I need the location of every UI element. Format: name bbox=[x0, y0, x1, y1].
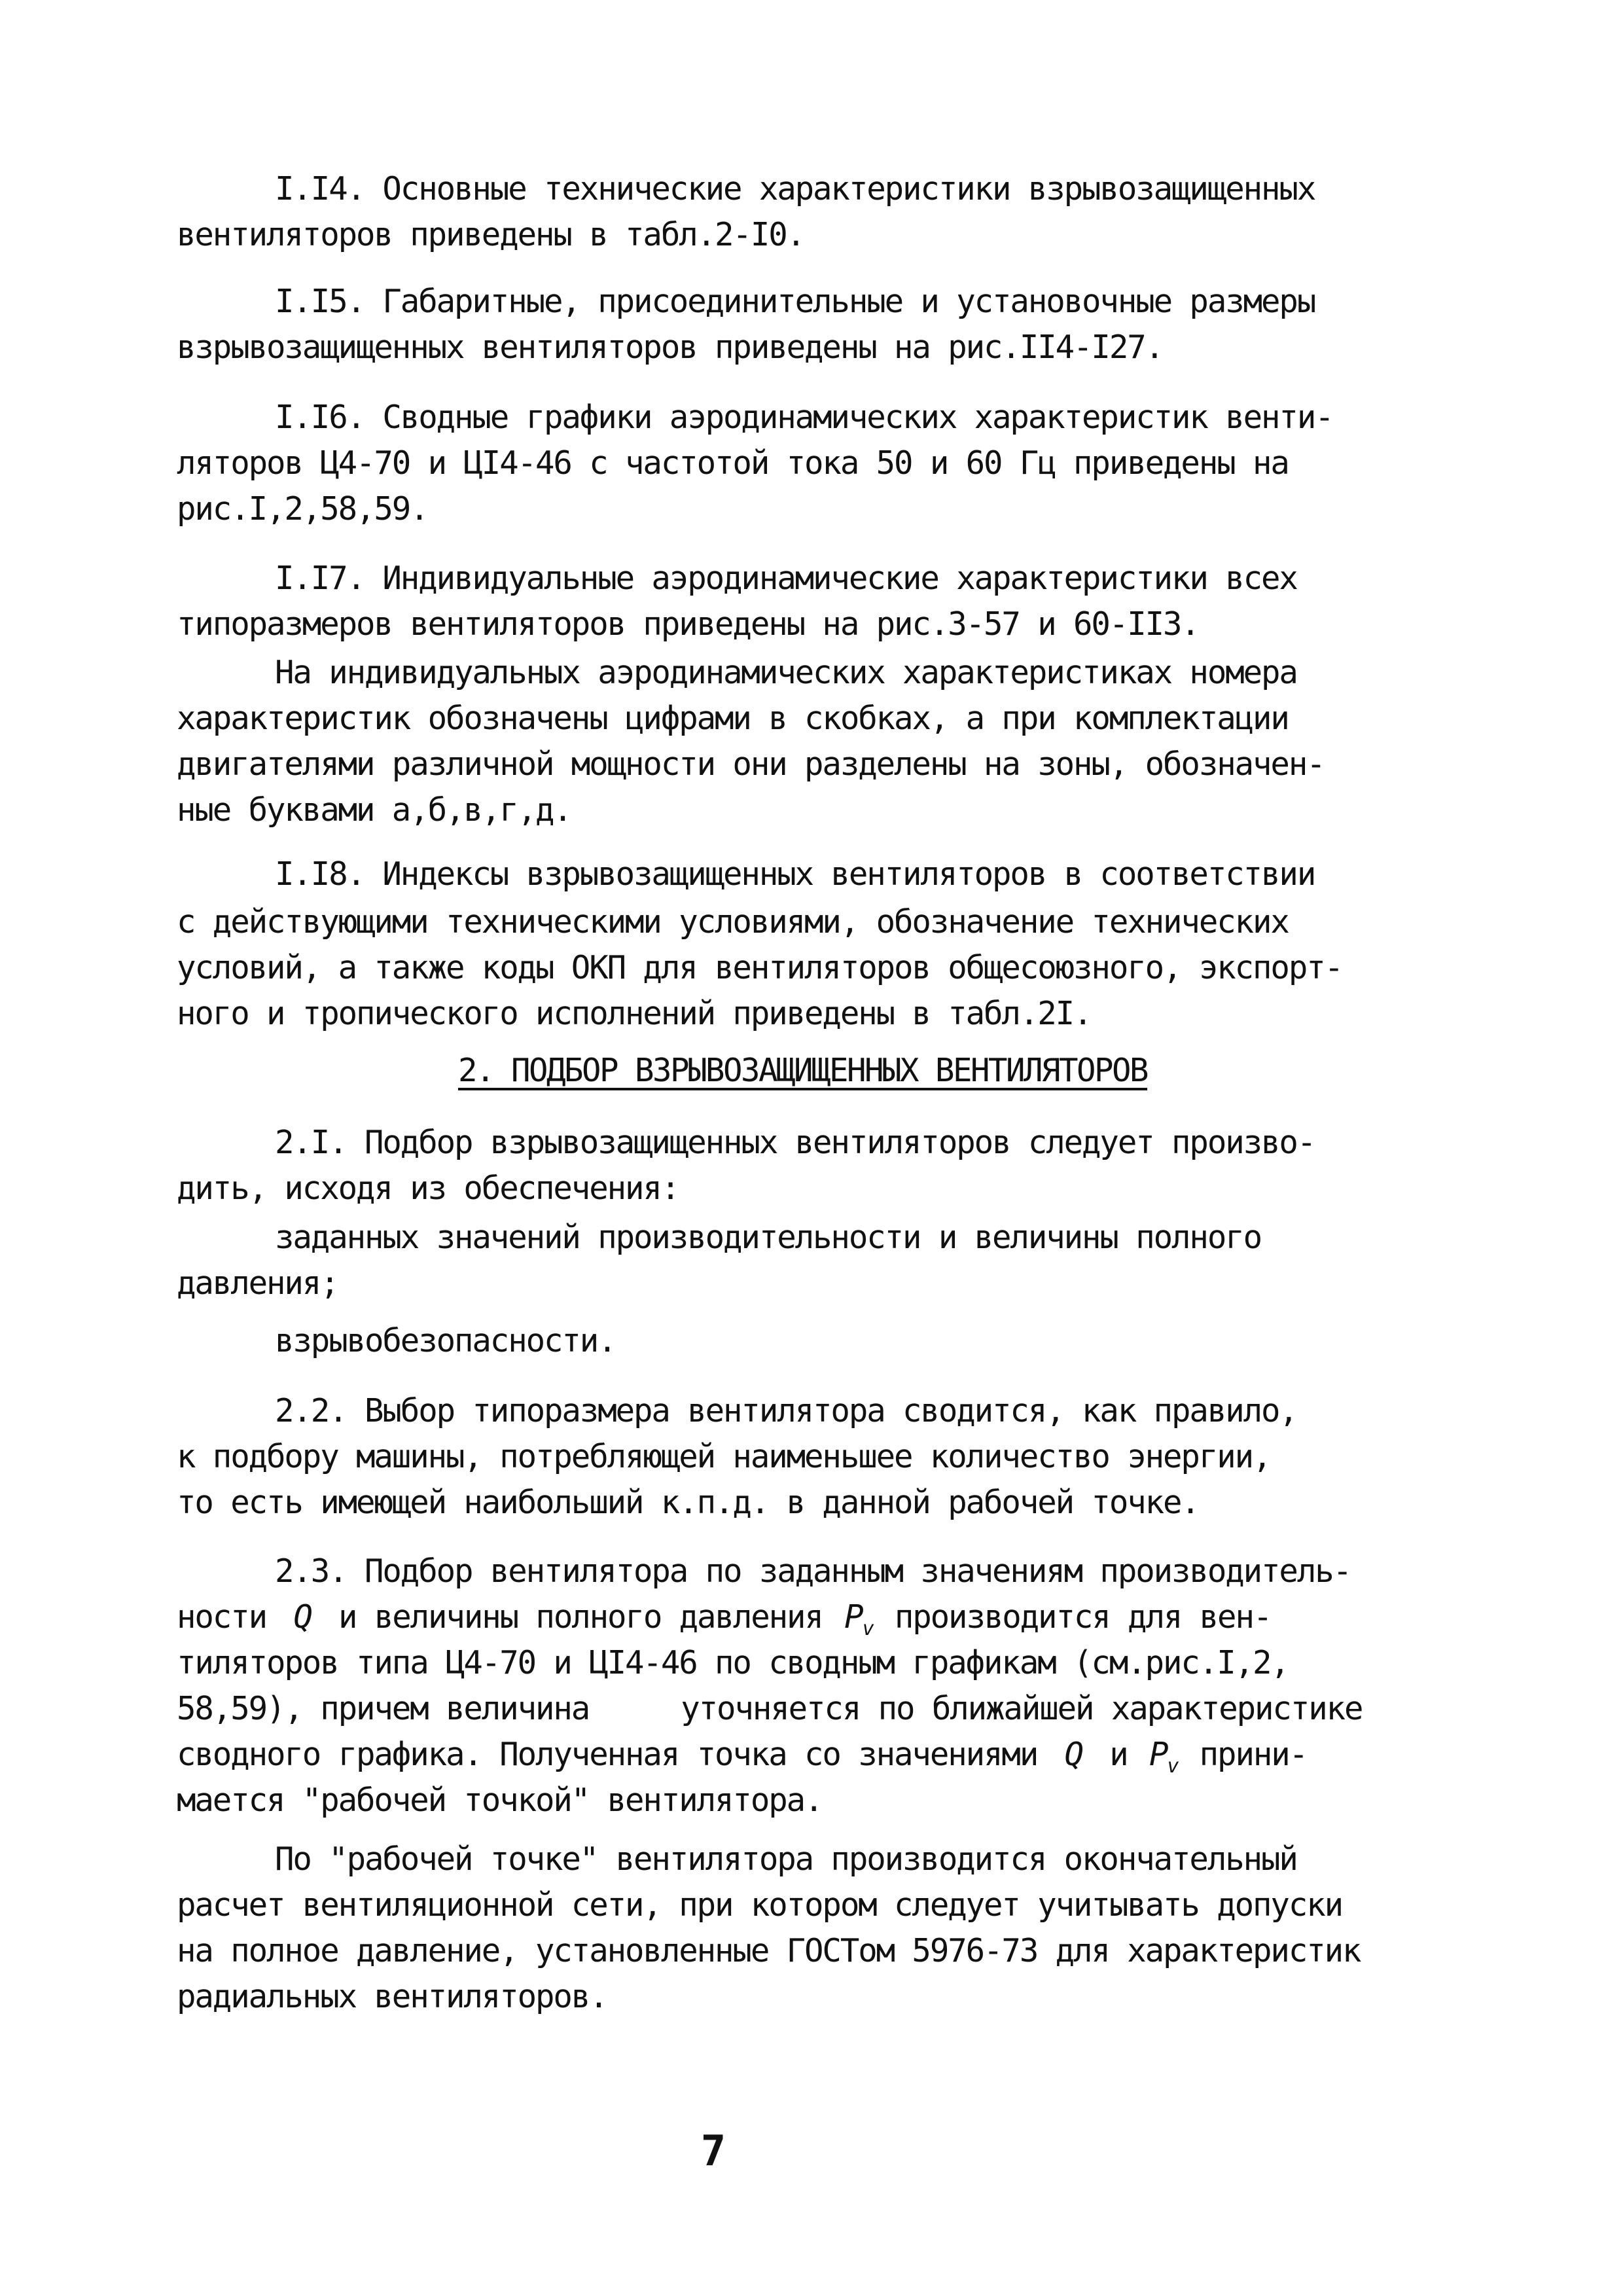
text-fragment: уточняется по ближайшей характеристике bbox=[681, 1690, 1363, 1727]
pressure-symbol: $P_v$ bbox=[1149, 1736, 1178, 1778]
text-line: с действующими техническими условиями, обозначение технических bbox=[177, 903, 1289, 941]
text-line: 2.2. Выбор типоразмера вентилятора сводится, как правило, bbox=[275, 1392, 1297, 1429]
text-fragment: 58,59), причем величина bbox=[177, 1690, 590, 1727]
text-line: I.I6. Сводные графики аэродинамических характеристик венти- bbox=[275, 399, 1333, 436]
text-line: то есть имеющей наибольший к.п.д. в данной рабочей точке. bbox=[177, 1484, 1199, 1521]
pressure-symbol: $P_v$ bbox=[844, 1598, 873, 1640]
text-line-with-symbols bbox=[177, 1597, 1271, 1649]
text-line-with-symbols bbox=[177, 1734, 1307, 1787]
text-line: I.I5. Габаритные, присоединительные и установочные размеры bbox=[275, 283, 1315, 320]
text-line-with-gap bbox=[177, 1689, 1362, 1729]
page-number: 7 bbox=[700, 2127, 726, 2176]
text-line: взрывобезопасности. bbox=[275, 1322, 616, 1359]
text-line: дить, исходя из обеспечения: bbox=[177, 1170, 679, 1207]
text-line: ные буквами а,б,в,г,д. bbox=[177, 791, 571, 829]
text-line: радиальных вентиляторов. bbox=[177, 1978, 607, 2015]
text-line: ного и тропического исполнений приведены в табл.2I. bbox=[177, 995, 1092, 1032]
text-line: заданных значений производительности и величины полного bbox=[275, 1219, 1262, 1256]
text-line: к подбору машины, потребляющей наименьшее количество энергии, bbox=[177, 1438, 1271, 1475]
text-line: На индивидуальных аэродинамических характеристиках номера bbox=[275, 654, 1297, 691]
text-fragment: и величины полного давления bbox=[338, 1598, 823, 1636]
text-line: условий, а также коды ОКП для вентиляторов общесоюзного, экспорт- bbox=[177, 949, 1343, 986]
text-line: мается "рабочей точкой" вентилятора. bbox=[177, 1782, 823, 1819]
text-fragment: ности bbox=[177, 1598, 267, 1636]
text-fragment: сводного графика. Полученная точка со значениями bbox=[177, 1736, 1038, 1773]
text-line: По "рабочей точке" вентилятора производится окончательный bbox=[275, 1840, 1297, 1878]
text-line: характеристик обозначены цифрами в скобках, а при комплектации bbox=[177, 700, 1289, 737]
text-line: типоразмеров вентиляторов приведены на рис.3-57 и 60-II3. bbox=[177, 605, 1199, 643]
text-line: I.I4. Основные технические характеристики взрывозащищенных bbox=[275, 170, 1315, 207]
text-line: давления; bbox=[177, 1265, 338, 1302]
text-line: 2.I. Подбор взрывозащищенных вентиляторов следует произво- bbox=[275, 1124, 1315, 1161]
text-line: двигателями различной мощности они разделены на зоны, обозначен- bbox=[177, 745, 1325, 783]
text-line: расчет вентиляционной сети, при котором следует учитывать допуски bbox=[177, 1886, 1343, 1924]
text-fragment: прини- bbox=[1199, 1736, 1308, 1773]
text-line: вентиляторов приведены в табл.2-I0. bbox=[177, 216, 805, 253]
text-line: рис.I,2,58,59. bbox=[177, 490, 428, 528]
section-heading: 2. ПОДБОР ВЗРЫВОЗАЩИЩЕННЫХ ВЕНТИЛЯТОРОВ bbox=[458, 1052, 1148, 1089]
text-line: взрывозащищенных вентиляторов приведены на рис.II4-I27. bbox=[177, 329, 1164, 366]
text-line: I.I8. Индексы взрывозащищенных вентиляторов в соответствии bbox=[275, 855, 1315, 893]
text-fragment: производится для вен- bbox=[894, 1598, 1272, 1636]
text-line: ляторов Ц4-70 и ЦI4-46 с частотой тока 50 и 60 Гц приведены на bbox=[177, 444, 1289, 482]
text-fragment: и bbox=[1109, 1736, 1128, 1773]
text-line: на полное давление, установленные ГОСТом 5976-73 для характеристик bbox=[177, 1932, 1361, 1969]
text-line: I.I7. Индивидуальные аэродинамические характеристики всех bbox=[275, 560, 1297, 597]
flow-rate-symbol: Q bbox=[1064, 1736, 1082, 1773]
flow-rate-symbol: Q bbox=[293, 1598, 312, 1636]
text-line: тиляторов типа Ц4-70 и ЦI4-46 по сводным графикам (см.рис.I,2, bbox=[177, 1644, 1289, 1681]
text-line: 2.3. Подбор вентилятора по заданным значениям производитель- bbox=[275, 1552, 1351, 1590]
